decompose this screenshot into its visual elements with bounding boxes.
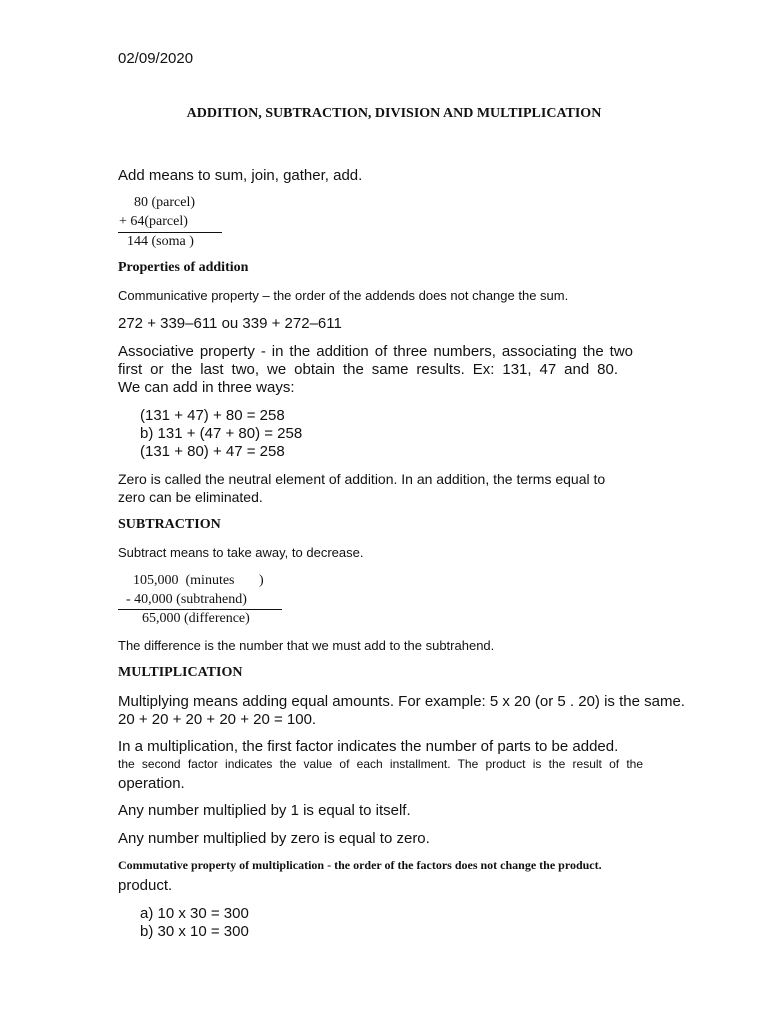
factor-line-2: the second factor indicates the value of each installment. The product is the result of the — [118, 757, 643, 771]
addition-addend-2: + 64(parcel) — [119, 214, 188, 229]
commutative-multiplication-line-2: product. — [118, 877, 173, 894]
zero-product-property: Any number multiplied by zero is equal to zero. — [118, 830, 430, 847]
addition-addend-1: 80 (parcel) — [134, 195, 196, 210]
commutative-example: 272 + 339–611 ou 339 + 272–611 — [118, 315, 342, 332]
subtraction-difference-rule — [118, 609, 282, 610]
difference-note: The difference is the number that we must add to the subtrahend. — [118, 638, 495, 653]
multiplication-intro-line-2: 20 + 20 + 20 + 20 + 20 = 100. — [118, 711, 317, 728]
associative-example-2: b) 131 + (47 + 80) = 258 — [140, 425, 303, 442]
addition-sum-rule — [118, 232, 222, 233]
factor-line-3: operation. — [118, 775, 185, 792]
associative-example-1: (131 + 47) + 80 = 258 — [140, 407, 285, 424]
document-date: 02/09/2020 — [118, 50, 194, 67]
associative-line-2: first or the last two, we obtain the same results. Ex: 131, 47 and 80. — [118, 361, 618, 378]
multiplication-example-a: a) 10 x 30 = 300 — [140, 905, 249, 922]
add-intro: Add means to sum, join, gather, add. — [118, 167, 363, 184]
associative-line-1: Associative property - in the addition of three numbers, associating the two — [118, 343, 633, 360]
zero-neutral-line-1: Zero is called the neutral element of addition. In an addition, the terms equal to — [118, 471, 606, 487]
subtraction-minuend: 105,000 (minutes ) — [133, 573, 264, 588]
subtraction-heading: SUBTRACTION — [118, 517, 221, 532]
associative-example-3: (131 + 80) + 47 = 258 — [140, 443, 285, 460]
properties-heading: Properties of addition — [118, 260, 249, 275]
multiplication-intro-line-1: Multiplying means adding equal amounts. For example: 5 x 20 (or 5 . 20) is the same. — [118, 693, 685, 710]
subtract-intro: Subtract means to take away, to decrease. — [118, 545, 364, 560]
document-title: ADDITION, SUBTRACTION, DIVISION AND MULTIPLICATION — [186, 106, 602, 121]
associative-line-3: We can add in three ways: — [118, 379, 295, 396]
addition-sum: 144 (soma ) — [127, 234, 194, 249]
commutative-multiplication-line-1: Commutative property of multiplication - the order of the factors does not change the product. — [118, 858, 602, 872]
zero-neutral-line-2: zero can be eliminated. — [118, 489, 263, 505]
identity-property: Any number multiplied by 1 is equal to itself. — [118, 802, 411, 819]
multiplication-example-b: b) 30 x 10 = 300 — [140, 923, 249, 940]
multiplication-heading: MULTIPLICATION — [118, 665, 243, 680]
subtraction-subtrahend: - 40,000 (subtrahend) — [126, 592, 247, 607]
subtraction-difference: 65,000 (difference) — [142, 611, 250, 626]
communicative-property: Communicative property – the order of the addends does not change the sum. — [118, 288, 569, 303]
factor-line-1: In a multiplication, the first factor indicates the number of parts to be added. — [118, 738, 619, 755]
